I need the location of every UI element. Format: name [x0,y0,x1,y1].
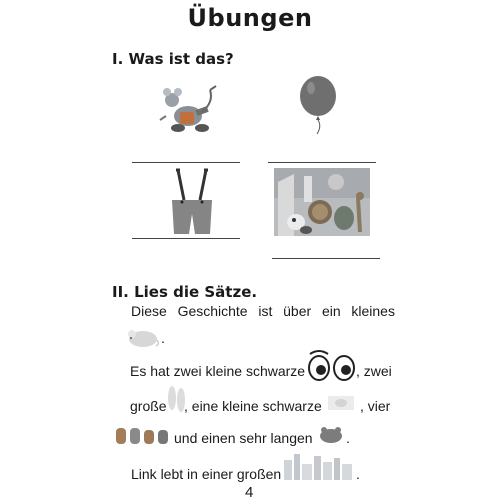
word: ist [258,303,273,319]
word: Geschichte [177,303,248,319]
ears-picture [166,384,186,414]
word: Diese [131,303,167,319]
mouse-picture [126,326,160,348]
balloon-picture [298,74,342,136]
city-picture [284,452,354,480]
word: ein [321,303,341,319]
suspender-trousers-picture [168,168,216,236]
sentence-line-4a: große [130,398,167,414]
answer-line-2[interactable] [268,162,376,163]
sentence-line-2: . [161,330,165,346]
sentence-line-3a: Es hat zwei kleine schwarze [130,363,306,379]
sentence-line-1 [131,303,395,319]
answer-line-4[interactable] [272,258,380,259]
eyes-picture [306,348,358,382]
zoo-animals-picture [274,168,370,236]
sentence-line-6a: Link lebt in einer großen [131,466,282,482]
paws-picture [114,424,172,446]
sentence-line-4c: , vier [360,398,391,414]
page-number: 4 [245,484,254,501]
word: kleines [351,303,395,319]
sentence-line-4b: , eine kleine schwarze [184,398,322,414]
sentence-line-5b: . [346,430,350,446]
section-1-heading: I. Was ist das? [112,50,234,68]
section-2-heading: II. Lies die Sätze. [112,283,258,301]
answer-line-1[interactable] [132,162,240,163]
nose-picture [326,392,356,412]
tail-picture [318,424,344,444]
mouse-toy-picture [158,82,222,138]
sentence-line-5a: und einen sehr langen [174,430,313,446]
answer-line-3[interactable] [132,238,240,239]
sentence-line-3b: , zwei [356,363,392,379]
sentence-line-6b: . [356,466,360,482]
page-title: Übungen [187,4,313,32]
word: über [283,303,312,319]
